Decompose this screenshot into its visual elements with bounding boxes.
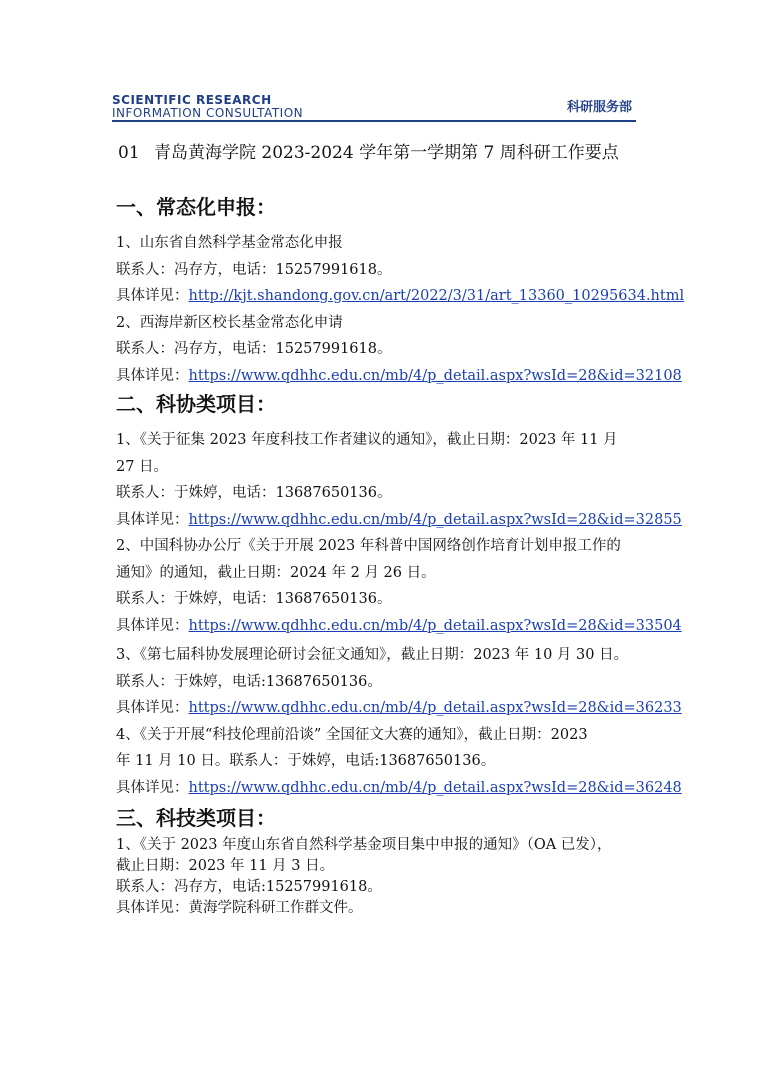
item-title: 2、西海岸新区校长基金常态化申请 — [116, 314, 343, 331]
item-line: 通知》的通知，截止日期：2024 年 2 月 26 日。 — [116, 564, 436, 581]
title-text: 青岛黄海学院 2023-2024 学年第一学期第 7 周科研工作要点 — [154, 143, 619, 163]
section-technology-projects — [116, 801, 646, 919]
detail-label: 具体详见： — [116, 779, 189, 796]
detail-label: 具体详见： — [116, 288, 189, 304]
detail-label: 具体详见： — [116, 700, 189, 716]
item-line: 3、《第七届科协发展理论研讨会征文通知》，截止日期：2023 年 10 月 30 日。 — [116, 647, 629, 663]
header-divider — [112, 120, 636, 122]
title-number: 01 — [118, 143, 140, 163]
detail-link[interactable]: http://kjt.shandong.gov.cn/art/2022/3/31/art_13360_10295634.html — [188, 288, 685, 304]
header-brand — [112, 94, 303, 119]
document-title — [118, 140, 678, 166]
detail-label: 具体详见： — [116, 511, 189, 528]
header-department: 科研服务部 — [566, 100, 632, 115]
item-title: 1、山东省自然科学基金常态化申报 — [116, 235, 343, 251]
item-contact: 联系人：于姝婷，电话：13687650136。 — [116, 485, 392, 501]
document-body — [116, 192, 685, 919]
detail-link[interactable]: https://www.qdhhc.edu.cn/mb/4/p_detail.aspx?wsId=28&id=32855 — [188, 511, 682, 528]
item-contact: 联系人：于姝婷，电话:13687650136。 — [116, 673, 382, 690]
detail-label: 具体详见： — [116, 367, 189, 384]
item-line: 1、《关于征集 2023 年度科技工作者建议的通知》，截止日期：2023 年 11 月 — [116, 432, 618, 448]
section-heading: 二、科协类项目： — [116, 392, 276, 416]
detail-link[interactable]: https://www.qdhhc.edu.cn/mb/4/p_detail.aspx?wsId=28&id=36233 — [188, 700, 682, 716]
item-line: 截止日期：2023 年 11 月 3 日。 — [116, 858, 335, 874]
page-header — [112, 94, 636, 122]
item-detail — [116, 695, 682, 722]
section-regular-application — [116, 192, 685, 389]
detail-link[interactable]: https://www.qdhhc.edu.cn/mb/4/p_detail.aspx?wsId=28&id=32108 — [188, 367, 682, 384]
item-contact: 联系人：于姝婷，电话：13687650136。 — [116, 591, 392, 607]
item-contact: 联系人：冯存方，电话：15257991618。 — [116, 261, 392, 278]
section-heading: 一、常态化申报： — [116, 195, 276, 219]
item-detail — [116, 613, 682, 640]
header-line2: INFORMATION CONSULTATION — [112, 106, 304, 120]
item-detail — [116, 775, 682, 802]
item-detail — [116, 283, 685, 310]
item-line: 1、《关于 2023 年度山东省自然科学基金项目集中申报的通知》（OA 已发）， — [116, 837, 612, 853]
detail-label: 具体详见： — [116, 617, 189, 634]
item-line: 年 11 月 10 日。联系人：于姝婷，电话:13687650136。 — [116, 753, 496, 769]
item-line: 2、中国科协办公厅《关于开展 2023 年科普中国网络创作培育计划申报工作的 — [116, 538, 621, 554]
section-heading: 三、科技类项目： — [116, 806, 276, 830]
section-association-projects — [116, 389, 682, 801]
item-detail: 具体详见：黄海学院科研工作群文件。 — [116, 900, 363, 916]
item-line: 4、《关于开展“科技伦理前沿谈” 全国征文大赛的通知》，截止日期：2023 — [116, 726, 588, 743]
item-detail — [116, 507, 682, 534]
item-contact: 联系人：冯存方，电话：15257991618。 — [116, 341, 392, 357]
detail-link[interactable]: https://www.qdhhc.edu.cn/mb/4/p_detail.aspx?wsId=28&id=36248 — [188, 779, 682, 796]
item-contact: 联系人：冯存方，电话:15257991618。 — [116, 879, 382, 895]
item-line: 27 日。 — [116, 458, 169, 475]
item-detail — [116, 363, 682, 390]
header-line1: SCIENTIFIC RESEARCH — [112, 93, 272, 107]
detail-link[interactable]: https://www.qdhhc.edu.cn/mb/4/p_detail.aspx?wsId=28&id=33504 — [188, 617, 682, 634]
